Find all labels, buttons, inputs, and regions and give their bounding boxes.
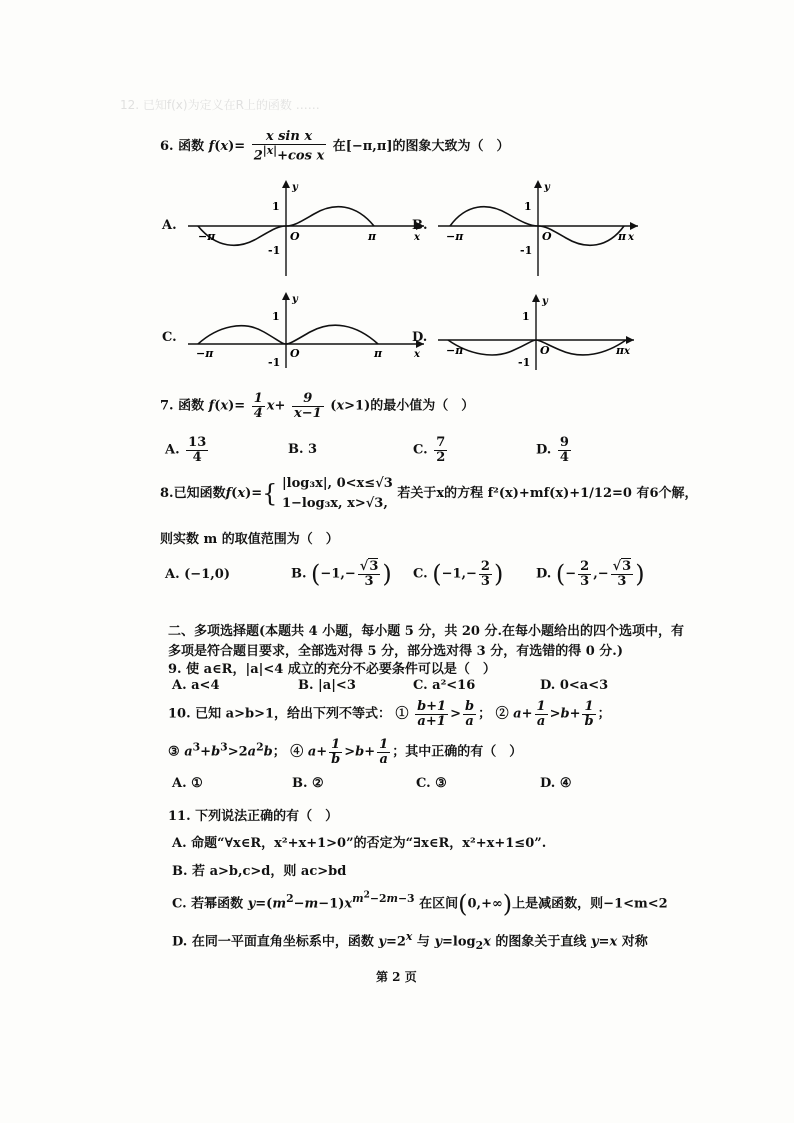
q10-option-c: C. ③ bbox=[416, 776, 447, 791]
tick-minus-one: -1 bbox=[268, 356, 281, 369]
axis-y-label: y bbox=[544, 182, 550, 193]
q11-option-d: D. 在同一平面直角坐标系中，函数 $y=2^x$ 与 $y=\log_2x$ 的图象关于直线 y=x 对称 bbox=[172, 930, 648, 952]
origin-label: O bbox=[290, 230, 300, 243]
tick-one: 1 bbox=[522, 310, 530, 323]
tick-pi: π bbox=[374, 347, 383, 360]
question-10-line2: ③ $a^3+b^3>2a^2b$； ④ a+ $\frac{1}{b}$ >b+ $\frac{1}{a}$ ；其中正确的有（ ） bbox=[168, 737, 523, 767]
tick-one: 1 bbox=[272, 200, 280, 213]
tick-pi: π bbox=[368, 230, 377, 243]
tick-pi: π bbox=[618, 230, 627, 243]
graph-option-a bbox=[188, 178, 428, 278]
bleed-through-text: 12. 已知f(x)为定义在R上的函数 …… bbox=[120, 98, 320, 112]
q8-option-d: D. (− $\frac{2}{3}$ ,− $\frac{√3}{3}$ ) bbox=[536, 559, 645, 589]
q6-option-d-letter: D. bbox=[412, 330, 428, 345]
q11-option-c: C. 若幂函数 $y=(m^2-m-1)x^{m^2-2m-3}$ 在区间(0,+∞)上是减函数，则−1<m<2 bbox=[172, 890, 668, 918]
tick-neg-pi: −π bbox=[198, 230, 216, 243]
q10-option-b: B. ② bbox=[292, 776, 324, 791]
question-8-line2: 则实数 m 的取值范围为（ ） bbox=[160, 532, 339, 547]
tick-minus-one: -1 bbox=[518, 356, 531, 369]
tick-minus-one: -1 bbox=[268, 244, 281, 257]
q10-option-a: A. ① bbox=[172, 776, 203, 791]
q7-option-c: C. $\frac{7}{2}$ bbox=[413, 435, 446, 465]
axis-y-label: y bbox=[292, 182, 298, 193]
tick-neg-pi: −π bbox=[196, 347, 214, 360]
q7-option-a: A. $\frac{13}{4}$ bbox=[165, 435, 207, 465]
q10-option-d: D. ④ bbox=[540, 776, 572, 791]
q9-option-b: B. |a|<3 bbox=[298, 678, 356, 693]
q8-option-a: A. (−1,0) bbox=[165, 567, 230, 582]
q6-option-b-letter: B. bbox=[412, 218, 428, 233]
question-8: 8.已知函数f(x)={ |log₃x|, 0<x≤√3 1−log₃x, x>√3, 若关于x的方程 f²(x)+mf(x)+1/12=0 有6个解， bbox=[160, 476, 698, 511]
page-number: 第 2 页 bbox=[376, 970, 417, 984]
q11-option-a: A. 命题“∀x∈R，x²+x+1>0”的否定为“∃x∈R，x²+x+1≤0”. bbox=[172, 836, 547, 851]
section-2-instructions: 多项是符合题目要求，全部选对得 5 分，部分选对得 3 分，有选错的得 0 分.) bbox=[168, 644, 623, 659]
q7-option-d: D. $\frac{9}{4}$ bbox=[536, 435, 569, 465]
question-7: 7. 函数 f(x)= $\frac{1}{4}$ x+ $\frac{9}{x-1}$ (x>1)的最小值为（ ） bbox=[160, 391, 475, 421]
graph-option-d bbox=[438, 292, 638, 372]
axis-y-label: y bbox=[542, 296, 548, 307]
q8-option-c: C. (−1,− $\frac{2}{3}$ ) bbox=[413, 559, 504, 589]
axis-y-label: y bbox=[292, 294, 298, 305]
q6-option-a-letter: A. bbox=[162, 218, 177, 233]
axis-x-label: x bbox=[624, 346, 630, 357]
axis-x-label: x bbox=[414, 349, 420, 360]
axis-x-label: x bbox=[628, 232, 634, 243]
question-11: 11. 下列说法正确的有（ ） bbox=[168, 809, 339, 824]
tick-neg-pi: −π bbox=[446, 344, 464, 357]
axis-x-label: x bbox=[414, 232, 420, 243]
origin-label: O bbox=[290, 347, 300, 360]
q11-option-b: B. 若 a>b,c>d，则 ac>bd bbox=[172, 864, 347, 879]
section-2-heading: 二、多项选择题(本题共 4 小题，每小题 5 分，共 20 分.在每小题给出的四个选项中，有 bbox=[168, 624, 685, 639]
q9-option-d: D. 0<a<3 bbox=[540, 678, 609, 693]
tick-pi: π bbox=[616, 344, 625, 357]
question-10: 10. 已知 a>b>1，给出下列不等式： ① $\frac{b+1}{a+1}$ > $\frac{b}{a}$ ； ② a+ $\frac{1}{a}$ >b+ $\frac{1}{b}$ ； bbox=[168, 699, 611, 729]
tick-minus-one: -1 bbox=[520, 244, 533, 257]
question-9: 9. 使 a∈R，|a|<4 成立的充分不必要条件可以是（ ） bbox=[168, 662, 496, 677]
question-6: 6. 函数 f(x)= $\frac{\text{x sin x}}{2^{|x|}+\cos x}$ 在[−π,π]的图象大致为（ ） bbox=[160, 129, 510, 163]
q8-option-b: B. (−1,− $\frac{√3}{3}$ ) bbox=[291, 559, 392, 589]
q7-option-b: B. 3 bbox=[288, 442, 318, 457]
tick-one: 1 bbox=[524, 200, 532, 213]
origin-label: O bbox=[540, 344, 550, 357]
tick-one: 1 bbox=[272, 310, 280, 323]
graph-option-b bbox=[438, 178, 648, 278]
tick-neg-pi: −π bbox=[446, 230, 464, 243]
graph-option-c bbox=[188, 290, 428, 370]
origin-label: O bbox=[542, 230, 552, 243]
q9-option-c: C. a²<16 bbox=[413, 678, 476, 693]
q6-option-c-letter: C. bbox=[162, 330, 177, 345]
q9-option-a: A. a<4 bbox=[172, 678, 220, 693]
